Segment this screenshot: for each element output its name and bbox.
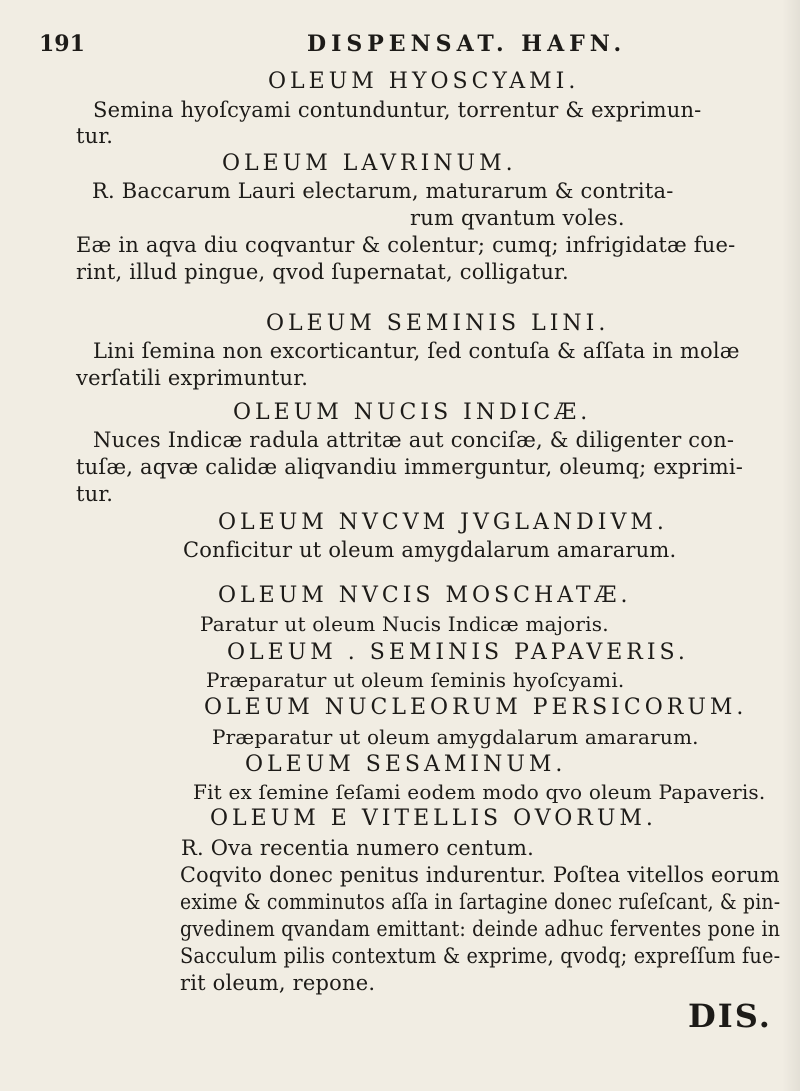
text-line: Eæ in aqva diu coqvantur & colentur; cumq; infrigidatæ fue- <box>76 233 736 257</box>
text-line: exime & comminutos aſſa in ſartagine donec ruſeſcant, & pin- <box>180 890 781 914</box>
text-line: rit oleum, repone. <box>180 971 376 995</box>
section-title: OLEUM SESAMINUM. <box>245 752 567 777</box>
text-line: rum qvantum voles. <box>410 206 625 230</box>
text-line: R. Baccarum Lauri electarum, maturarum & contrita- <box>92 179 674 203</box>
text-line: tuſæ, aqvæ calidæ aliqvandiu immerguntur, oleumq; exprimi- <box>76 455 744 479</box>
text-line: Paratur ut oleum Nucis Indicæ majoris. <box>200 612 609 636</box>
section-title: OLEUM NVCIS MOSCHATÆ. <box>218 583 632 608</box>
text-line: gvedinem qvandam emittant: deinde adhuc ferventes pone in <box>180 917 781 941</box>
text-line: Sacculum pilis contextum & exprime, qvodq; expreſſum fue- <box>180 944 781 968</box>
section-title: OLEUM E VITELLIS OVORUM. <box>210 806 657 831</box>
section-title: OLEUM HYOSCYAMI. <box>268 69 580 94</box>
text-line: tur. <box>76 124 114 148</box>
text-line: Nuces Indicæ radula attritæ aut conciſæ, & diligenter con- <box>93 428 735 452</box>
section-title: OLEUM . SEMINIS PAPAVERIS. <box>227 640 689 665</box>
text-line: Præparatur ut oleum ſeminis hyoſcyami. <box>206 668 625 692</box>
text-line: Præparatur ut oleum amygdalarum amararum. <box>212 725 699 749</box>
text-line: rint, illud pingue, qvod ſupernatat, colligatur. <box>76 260 569 284</box>
section-title: OLEUM NVCVM JVGLANDIVM. <box>218 510 668 535</box>
text-line: Coqvito donec penitus indurentur. Poſtea vitellos eorum <box>180 863 780 887</box>
text-line: tur. <box>76 482 114 506</box>
section-title: OLEUM NUCLEORUM PERSICORUM. <box>204 695 748 720</box>
text-line: Fit ex ſemine ſeſami eodem modo qvo oleum Papaveris. <box>193 780 766 804</box>
running-title: DISPENSAT. HAFN. <box>307 31 627 57</box>
text-line: verſatili exprimuntur. <box>76 366 309 390</box>
text-line: Lini ſemina non excorticantur, ſed contuſa & aſſata in molæ <box>93 339 740 363</box>
catchword: DIS. <box>688 997 772 1035</box>
text-line: R. Ova recentia numero centum. <box>181 836 534 860</box>
section-title: OLEUM LAVRINUM. <box>222 151 517 176</box>
text-line: Semina hyoſcyami contunduntur, torrentur & exprimun- <box>93 98 702 122</box>
page-number: 191 <box>39 31 85 57</box>
text-line: Conficitur ut oleum amygdalarum amararum. <box>183 538 677 562</box>
section-title: OLEUM SEMINIS LINI. <box>266 311 610 336</box>
page-edge-shadow <box>782 0 800 1091</box>
section-title: OLEUM NUCIS INDICÆ. <box>233 400 592 425</box>
